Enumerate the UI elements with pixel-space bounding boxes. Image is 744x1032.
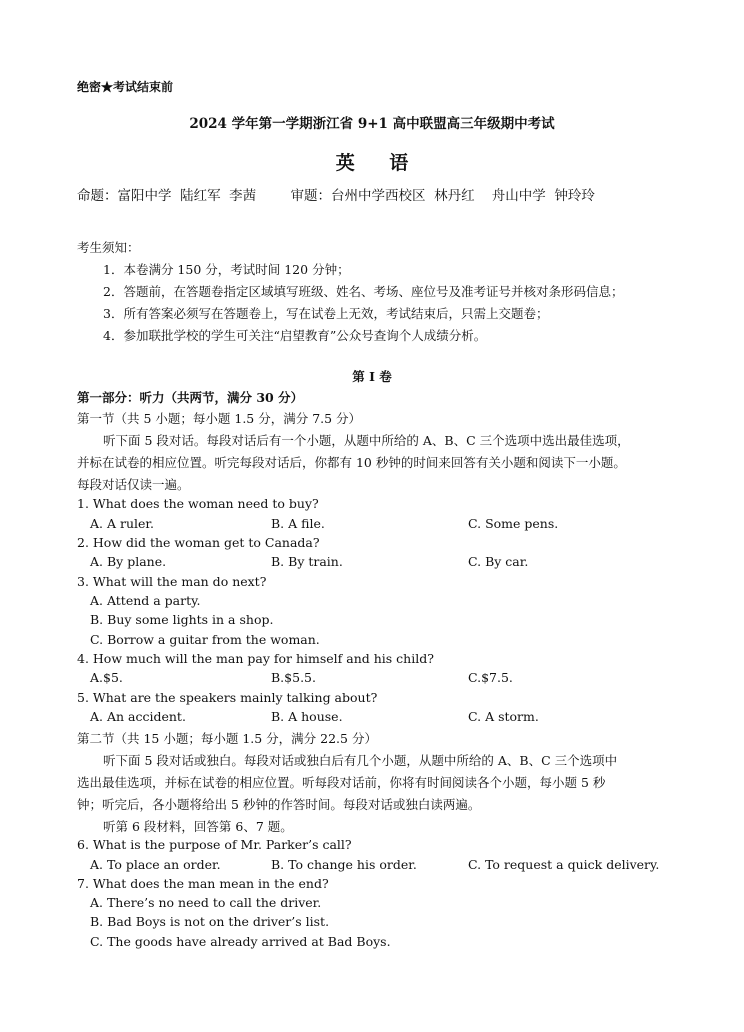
option-c: C. Borrow a guitar from the woman.	[90, 632, 320, 647]
question-stem: 4. How much will the man pay for himself and his child?	[77, 651, 434, 666]
option-b: B. Bad Boys is not on the driver’s list.	[90, 914, 330, 929]
option-c: C. By car.	[468, 554, 529, 569]
option-a: A.$5.	[90, 670, 123, 685]
notice-item: 2．答题前，在答题卷指定区域填写班级、姓名、考场、座位号及准考证号并核对条形码信息；	[103, 284, 624, 299]
question-stem: 1. What does the woman need to buy?	[77, 496, 319, 511]
exam-title: 2024 学年第一学期浙江省 9+1 高中联盟高三年级期中考试	[189, 116, 555, 132]
section1-title: 第一节（共 5 小题；每小题 1.5 分，满分 7.5 分）	[77, 411, 362, 426]
section2-instruction: 钟；听完后，各小题将给出 5 秒钟的作答时间。每段对话或独白读两遍。	[77, 797, 481, 812]
confidential-label: 绝密★考试结束前	[77, 80, 174, 94]
option-c: C. To request a quick delivery.	[468, 857, 660, 872]
material-note: 听第 6 段材料，回答第 6、7 题。	[103, 819, 293, 834]
volume-label: 第 Ⅰ 卷	[352, 369, 392, 384]
option-c: C. A storm.	[468, 709, 539, 724]
notice-item: 4．参加联批学校的学生可关注“启望教育”公众号查询个人成绩分析。	[103, 328, 487, 343]
question-stem: 5. What are the speakers mainly talking about?	[77, 690, 378, 705]
option-b: B. To change his order.	[271, 857, 417, 872]
question-stem: 7. What does the man mean in the end?	[77, 876, 329, 891]
authors-line: 命题：富阳中学 陆红军 李茜 审题：台州中学西校区 林丹红 舟山中学 钟玲玲	[77, 188, 595, 204]
question-stem: 6. What is the purpose of Mr. Parker’s call?	[77, 837, 352, 852]
option-c: C.$7.5.	[468, 670, 513, 685]
question-stem: 2. How did the woman get to Canada?	[77, 535, 320, 550]
option-b: B.$5.5.	[271, 670, 316, 685]
subject-title: 英 语	[335, 152, 423, 174]
part1-title: 第一部分：听力（共两节，满分 30 分）	[77, 390, 304, 405]
option-c: C. The goods have already arrived at Bad Boys.	[90, 934, 391, 949]
option-c: C. Some pens.	[468, 516, 559, 531]
section2-instruction: 选出最佳选项，并标在试卷的相应位置。听每段对话前，你将有时间阅读各个小题，每小题 5 秒	[77, 775, 606, 790]
option-a: A. Attend a party.	[90, 593, 201, 608]
option-b: B. A house.	[271, 709, 343, 724]
section2-instruction: 听下面 5 段对话或独白。每段对话或独白后有几个小题，从题中所给的 A、B、C 三个选项中	[103, 753, 618, 768]
notice-item: 3．所有答案必须写在答题卷上，写在试卷上无效，考试结束后，只需上交题卷；	[103, 306, 549, 321]
option-a: A. There’s no need to call the driver.	[90, 895, 322, 910]
option-b: B. Buy some lights in a shop.	[90, 612, 274, 627]
option-a: A. A ruler.	[90, 516, 154, 531]
option-a: A. An accident.	[90, 709, 186, 724]
option-b: B. A file.	[271, 516, 325, 531]
section1-instruction: 每段对话仅读一遍。	[77, 477, 190, 492]
option-a: A. To place an order.	[90, 857, 221, 872]
question-stem: 3. What will the man do next?	[77, 574, 267, 589]
section1-instruction: 并标在试卷的相应位置。听完每段对话后，你都有 10 秒钟的时间来回答有关小题和阅读下一小题。	[77, 455, 626, 470]
section2-title: 第二节（共 15 小题；每小题 1.5 分，满分 22.5 分）	[77, 731, 377, 746]
option-a: A. By plane.	[90, 554, 167, 569]
section1-instruction: 听下面 5 段对话。每段对话后有一个小题，从题中所给的 A、B、C 三个选项中选出最佳选项，	[103, 433, 630, 448]
notice-title: 考生须知：	[77, 240, 140, 255]
option-b: B. By train.	[271, 554, 343, 569]
notice-item: 1．本卷满分 150 分，考试时间 120 分钟；	[103, 262, 350, 277]
